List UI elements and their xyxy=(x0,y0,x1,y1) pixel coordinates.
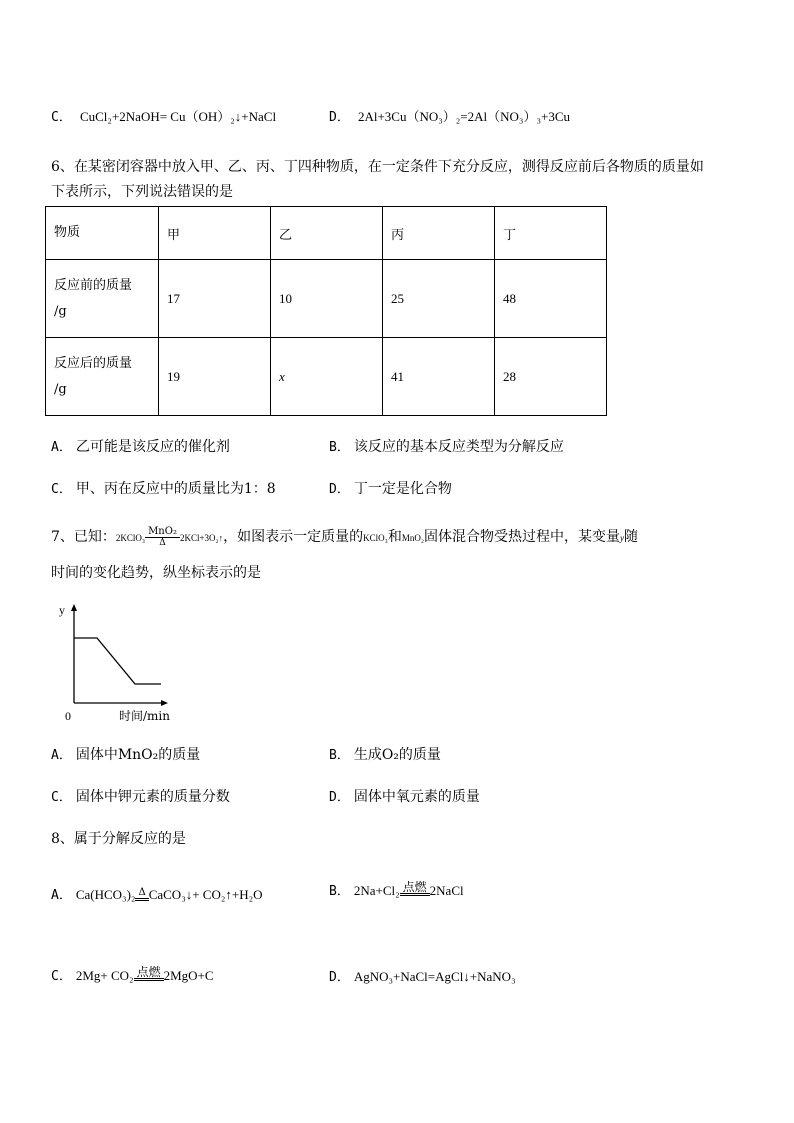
table-header-cell: 丙 xyxy=(383,207,495,260)
q7-stem-line2: 时间的变化趋势，纵坐标表示的是 xyxy=(51,565,261,581)
row-label-line2: /g xyxy=(54,303,67,319)
equation-left: Ca(HCO₃)₂ xyxy=(75,887,136,902)
q8-option-d[interactable] xyxy=(329,968,516,987)
option-text: 固体中氧元素的质量 xyxy=(353,789,480,805)
option-letter: C． xyxy=(51,969,72,984)
equation-left: 2KClO₃ xyxy=(115,533,146,543)
table-cell: 25 xyxy=(383,260,495,338)
q6-option-b[interactable] xyxy=(329,438,564,457)
table-cell: 10 xyxy=(271,260,383,338)
equation-right: 2NaCl xyxy=(429,883,464,898)
x-axis-label: 时间/min xyxy=(119,709,170,723)
option-text: 固体中钾元素的质量分数 xyxy=(75,789,230,805)
option-letter: A． xyxy=(51,748,72,763)
q7-stem-tail: 固体混合物受热过程中，某变量 xyxy=(423,529,620,545)
ignite-label: 点燃 xyxy=(134,966,164,981)
x-axis-arrow xyxy=(161,700,168,706)
q7-stem-prefix: 7、已知： xyxy=(51,529,116,545)
table-row xyxy=(46,260,607,338)
equation-right: 2KCl+3O₂↑ xyxy=(179,533,224,543)
q8-stem: 8、属于分解反应的是 xyxy=(51,831,186,847)
heat-symbol: Δ xyxy=(159,537,166,548)
option-letter: D． xyxy=(329,482,350,497)
mno2-formula: MnO₂ xyxy=(401,533,424,543)
option-letter: D． xyxy=(329,110,350,125)
table-cell: 19 xyxy=(159,338,271,416)
reaction-condition xyxy=(145,527,180,548)
table-header-row xyxy=(46,207,607,260)
option-letter: B． xyxy=(329,748,350,763)
q6-stem-line1: 6、在某密闭容器中放入甲、乙、丙、丁四种物质，在一定条件下充分反应，测得反应前后各物质的质量如 xyxy=(51,159,704,175)
table-cell: 41 xyxy=(383,338,495,416)
option-letter: A． xyxy=(51,888,72,903)
table-header-cell: 丁 xyxy=(495,207,607,260)
option-text: 丁一定是化合物 xyxy=(353,481,452,497)
y-axis-arrow xyxy=(71,604,77,611)
q8-option-a[interactable] xyxy=(51,880,263,911)
q6-option-c[interactable] xyxy=(51,480,276,499)
option-letter: B． xyxy=(329,884,350,899)
heat-symbol: Δ xyxy=(135,888,148,901)
q6-option-d[interactable] xyxy=(329,480,452,499)
mass-table xyxy=(45,206,607,416)
option-letter: A． xyxy=(51,440,72,455)
table-header-cell: 物质 xyxy=(46,207,159,260)
q6-stem-line2: 下表所示，下列说法错误的是 xyxy=(51,184,233,200)
option-letter: D． xyxy=(329,790,350,805)
option-text: 甲、丙在反应中的质量比为1：8 xyxy=(75,481,276,497)
y-axis-label: y xyxy=(59,603,65,617)
kclo3-formula: KClO₃ xyxy=(363,533,388,543)
equation-right: CaCO₃↓+ CO₂↑+H₂O xyxy=(148,887,263,902)
row-label xyxy=(46,260,159,338)
row-label-line1: 反应后的质量 xyxy=(54,355,133,371)
row-label-line2: /g xyxy=(54,381,67,397)
option-text: AgNO₃+NaCl=AgCl↓+NaNO₃ xyxy=(353,969,516,984)
sui-word: 随 xyxy=(623,529,638,545)
table-cell: 48 xyxy=(495,260,607,338)
and-word: 和 xyxy=(387,529,402,545)
equation-right: 2MgO+C xyxy=(163,968,214,983)
option-text: 2Al+3Cu（NO₃）₂=2Al（NO₃）₃+3Cu xyxy=(357,109,570,124)
row-label-line1: 反应前的质量 xyxy=(54,277,133,293)
option-letter: C． xyxy=(51,110,72,125)
q7-stem-line1 xyxy=(51,522,638,553)
q5-option-c[interactable] xyxy=(51,108,276,127)
origin-label: 0 xyxy=(65,709,71,723)
q8-option-b[interactable] xyxy=(329,876,464,907)
q7-option-c[interactable] xyxy=(51,788,230,807)
q6-option-a[interactable] xyxy=(51,438,230,457)
reaction-condition xyxy=(134,966,164,981)
q7-graph xyxy=(55,598,235,728)
q7-option-b[interactable] xyxy=(329,746,441,765)
table-row xyxy=(46,338,607,416)
option-letter: B． xyxy=(329,440,350,455)
table-cell: x xyxy=(271,338,383,416)
q7-stem-mid: ，如图表示一定质量的 xyxy=(223,529,364,545)
option-text: CuCl₂+2NaOH= Cu（OH）₂↓+NaCl xyxy=(79,109,277,124)
trend-line xyxy=(74,638,161,684)
q5-option-d[interactable] xyxy=(329,108,570,127)
option-text: 乙可能是该反应的催化剂 xyxy=(75,439,230,455)
ignite-label: 点燃 xyxy=(400,881,430,896)
row-label xyxy=(46,338,159,416)
table-cell: 17 xyxy=(159,260,271,338)
option-letter: D． xyxy=(329,970,350,985)
catalyst-label: MnO₂ xyxy=(145,527,180,538)
option-letter: C． xyxy=(51,790,72,805)
table-header-cell: 乙 xyxy=(271,207,383,260)
q7-option-a[interactable] xyxy=(51,746,200,765)
option-text: 生成O₂的质量 xyxy=(353,747,441,763)
option-letter: C． xyxy=(51,482,72,497)
table-cell: 28 xyxy=(495,338,607,416)
reaction-condition xyxy=(135,888,148,901)
equation-left: 2Mg+ CO₂ xyxy=(75,968,134,983)
option-text: 该反应的基本反应类型为分解反应 xyxy=(353,439,564,455)
q7-option-d[interactable] xyxy=(329,788,480,807)
option-text: 固体中MnO₂的质量 xyxy=(75,747,201,763)
table-header-cell: 甲 xyxy=(159,207,271,260)
variable-y: y xyxy=(619,533,624,543)
reaction-condition xyxy=(400,881,430,896)
q8-option-c[interactable] xyxy=(51,961,214,992)
equation-left: 2Na+Cl₂ xyxy=(353,883,400,898)
